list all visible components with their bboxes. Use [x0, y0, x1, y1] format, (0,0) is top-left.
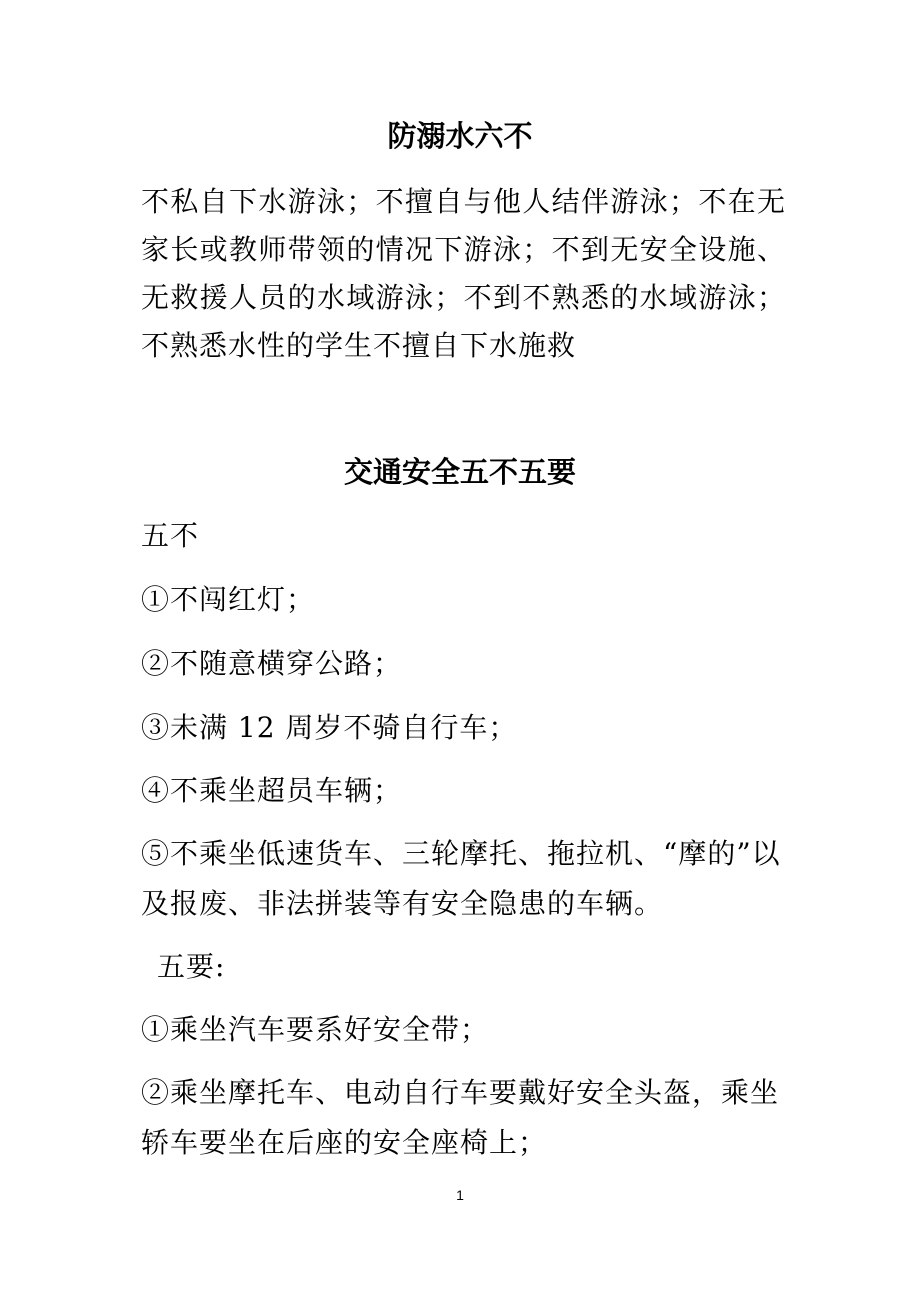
five-nots-label: 五不 [141, 519, 200, 552]
five-musts-item-2: ②乘坐摩托车、电动自行车要戴好安全头盔，乘坐轿车要坐在后座的安全座椅上； [141, 1076, 780, 1159]
drowning-prevention-title: 防溺水六不 [387, 119, 533, 153]
five-nots-item-2: ②不随意横穿公路； [141, 647, 403, 680]
five-musts-label: 五要: [157, 950, 226, 983]
five-nots-item-3: ③未满 12 周岁不骑自行车； [141, 711, 518, 744]
traffic-safety-title: 交通安全五不五要 [343, 455, 576, 489]
drowning-prevention-body: 不私自下水游泳；不擅自与他人结伴游泳；不在无家长或教师带领的情况下游泳；不到无安全设施、无救援人员的水域游泳；不到不熟悉的水域游泳；不熟悉水性的学生不擅自下水施救 [141, 185, 786, 362]
five-musts-item-1: ①乘坐汽车要系好安全带； [141, 1013, 490, 1046]
five-nots-item-4: ④不乘坐超员车辆； [141, 774, 403, 807]
page-number: 1 [456, 1187, 464, 1203]
five-nots-item-5: ⑤不乘坐低速货车、三轮摩托、拖拉机、“摩的”以及报废、非法拼装等有安全隐患的车辆。 [141, 837, 781, 920]
five-nots-item-1: ①不闯红灯； [141, 583, 316, 616]
